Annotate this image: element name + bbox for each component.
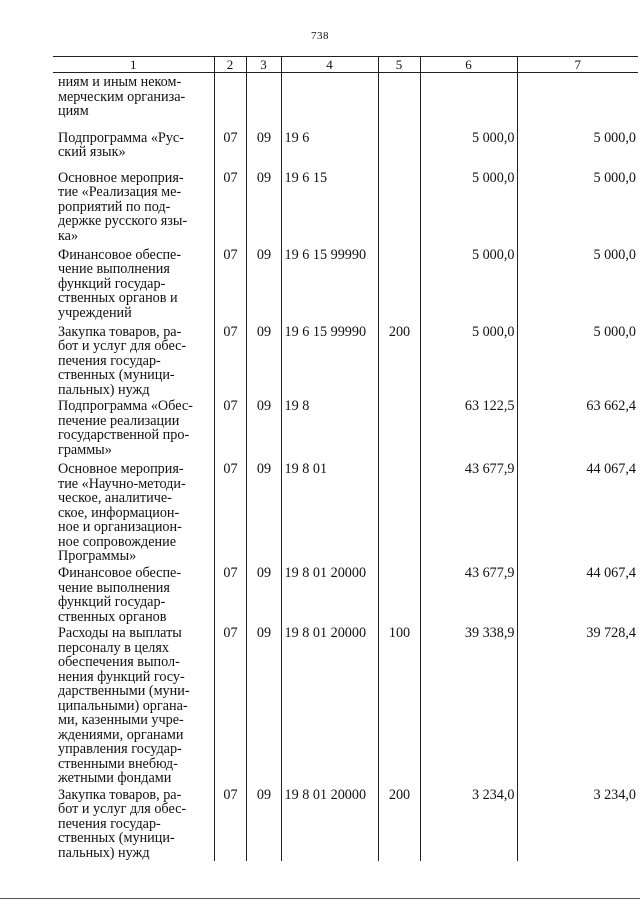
amount-col6-cell <box>420 73 517 129</box>
table-row <box>53 169 638 246</box>
row-name-cell: Закупка товаров, ра- бот и услуг для обес- печения государ- ственных (муници- пальных) нужд <box>58 323 187 398</box>
row-name-cell: Закупка товаров, ра- бот и услуг для обес- печения государ- ственных (муници- пальных) нужд <box>58 786 187 861</box>
expense-type-cell: 200 <box>378 786 420 861</box>
expense-type-cell <box>378 460 420 564</box>
table-row <box>53 624 638 786</box>
row-name-cell: Основное мероприя- тие «Научно-методи- ческое, аналитиче- ское, информацион- ное и организацион- ное сопровождение Программы» <box>58 461 186 564</box>
section-code-cell: 07 <box>214 246 246 323</box>
expense-type-cell <box>378 169 420 246</box>
target-article-cell: 19 6 15 <box>281 169 378 246</box>
section-code-cell: 07 <box>214 397 246 460</box>
section-code-cell: 07 <box>214 129 246 169</box>
amount-col7-cell: 44 067,4 <box>517 460 638 564</box>
row-name-cell: Основное мероприя- тие «Реализация ме- роприятий по под- держке русского язы- ка» <box>58 169 188 244</box>
target-article-cell: 19 8 01 20000 <box>281 624 378 786</box>
subsection-code-cell: 09 <box>246 460 281 564</box>
target-article-cell: 19 6 <box>281 129 378 169</box>
table-header-row <box>53 57 638 73</box>
row-name-cell: ниям и иным неком- мерческим организа- циям <box>58 74 186 119</box>
table-row <box>53 246 638 323</box>
section-code-cell: 07 <box>214 323 246 398</box>
row-name-cell: Расходы на выплаты персоналу в целях обеспечения выпол- нения функций госу- дарственными (муни- ципальными) органа- ми, казенными учре- ждениями, органами управления государ- ственными внебюд- жетными фондами <box>58 625 190 786</box>
row-name-cell: Подпрограмма «Рус- ский язык» <box>58 129 184 160</box>
target-article-cell: 19 6 15 99990 <box>281 246 378 323</box>
section-code-cell <box>214 73 246 129</box>
amount-col6-cell: 39 338,9 <box>420 624 517 786</box>
expense-type-cell <box>378 73 420 129</box>
table-row <box>53 460 638 564</box>
row-name-cell: Финансовое обеспе- чение выполнения функций государ- ственных органов <box>58 565 182 625</box>
target-article-cell: 19 6 15 99990 <box>281 323 378 398</box>
amount-col6-cell: 63 122,5 <box>420 397 517 460</box>
section-code-cell: 07 <box>214 460 246 564</box>
amount-col6-cell: 3 234,0 <box>420 786 517 861</box>
amount-col6-cell: 43 677,9 <box>420 460 517 564</box>
row-name-cell: Финансовое обеспе- чение выполнения функций государ- ственных органов и учреждений <box>58 246 182 321</box>
expense-type-cell <box>378 564 420 624</box>
column-header-5: 5 <box>378 57 420 73</box>
target-article-cell: 19 8 01 20000 <box>281 564 378 624</box>
subsection-code-cell: 09 <box>246 786 281 861</box>
amount-col7-cell: 5 000,0 <box>517 169 638 246</box>
column-header-3: 3 <box>246 57 281 73</box>
expense-type-cell <box>378 129 420 169</box>
amount-col7-cell: 5 000,0 <box>517 129 638 169</box>
target-article-cell <box>281 73 378 129</box>
table-row <box>53 786 638 861</box>
target-article-cell: 19 8 01 <box>281 460 378 564</box>
amount-col7-cell: 5 000,0 <box>517 323 638 398</box>
amount-col7-cell: 44 067,4 <box>517 564 638 624</box>
expense-type-cell: 100 <box>378 624 420 786</box>
expense-type-cell: 200 <box>378 323 420 398</box>
amount-col6-cell: 5 000,0 <box>420 246 517 323</box>
page-number: 738 <box>311 30 329 42</box>
subsection-code-cell: 09 <box>246 624 281 786</box>
amount-col7-cell: 3 234,0 <box>517 786 638 861</box>
table-row <box>53 564 638 624</box>
target-article-cell: 19 8 <box>281 397 378 460</box>
amount-col7-cell: 63 662,4 <box>517 397 638 460</box>
amount-col6-cell: 5 000,0 <box>420 323 517 398</box>
subsection-code-cell <box>246 73 281 129</box>
amount-col7-cell: 39 728,4 <box>517 624 638 786</box>
amount-col7-cell <box>517 73 638 129</box>
section-code-cell: 07 <box>214 624 246 786</box>
expense-type-cell <box>378 397 420 460</box>
section-code-cell: 07 <box>214 786 246 861</box>
amount-col6-cell: 5 000,0 <box>420 169 517 246</box>
subsection-code-cell: 09 <box>246 246 281 323</box>
column-header-4: 4 <box>281 57 378 73</box>
amount-col6-cell: 5 000,0 <box>420 129 517 169</box>
table-row <box>53 129 638 169</box>
column-header-1: 1 <box>53 57 214 73</box>
page-bottom-rule <box>0 898 640 899</box>
subsection-code-cell: 09 <box>246 564 281 624</box>
column-header-2: 2 <box>214 57 246 73</box>
target-article-cell: 19 8 01 20000 <box>281 786 378 861</box>
section-code-cell: 07 <box>214 169 246 246</box>
table-row <box>53 323 638 398</box>
column-header-7: 7 <box>517 57 638 73</box>
subsection-code-cell: 09 <box>246 129 281 169</box>
expense-type-cell <box>378 246 420 323</box>
budget-table <box>53 56 638 861</box>
table-body <box>53 73 638 861</box>
amount-col7-cell: 5 000,0 <box>517 246 638 323</box>
amount-col6-cell: 43 677,9 <box>420 564 517 624</box>
subsection-code-cell: 09 <box>246 323 281 398</box>
table-row <box>53 397 638 460</box>
row-name-cell: Подпрограмма «Обес- печение реализации государственной про- граммы» <box>58 398 193 458</box>
table-row <box>53 73 638 129</box>
column-header-6: 6 <box>420 57 517 73</box>
section-code-cell: 07 <box>214 564 246 624</box>
subsection-code-cell: 09 <box>246 397 281 460</box>
subsection-code-cell: 09 <box>246 169 281 246</box>
